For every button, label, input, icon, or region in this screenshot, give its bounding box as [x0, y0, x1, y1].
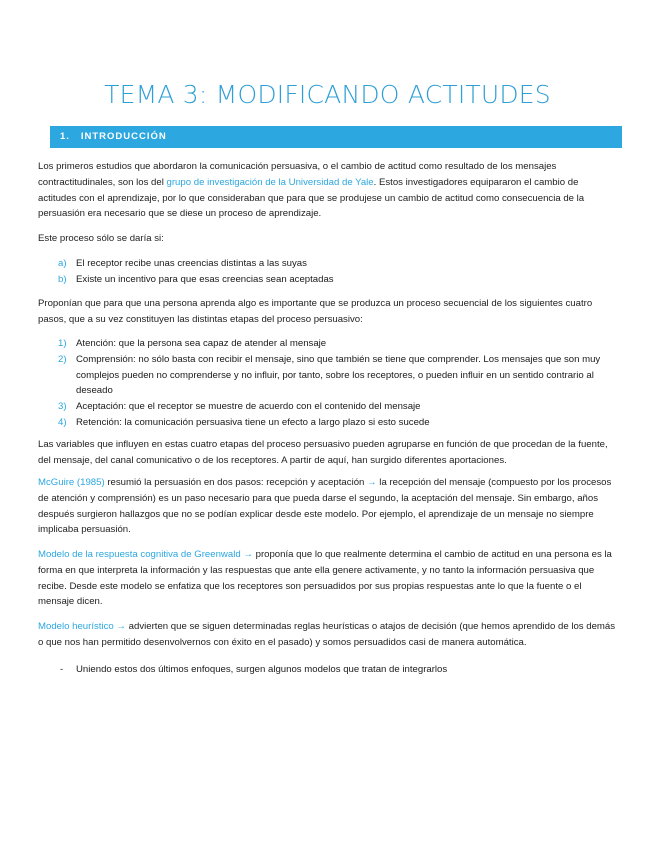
list-marker: 2): [58, 353, 67, 365]
arrow-icon: →: [116, 621, 126, 632]
list-item-text: Uniendo estos dos últimos enfoques, surgen algunos modelos que tratan de integrarlos: [76, 664, 448, 675]
paragraph-condition-intro: Este proceso sólo se daría si:: [38, 233, 164, 244]
paragraph-variables: Las variables que influyen en estas cuatro etapas del proceso persuasivo pueden agruparse en función de que procedan de la fuente, del mensaje, del canal comunicativo o de los receptores. A partir de aquí, han surgido diferentes aportaciones.: [38, 439, 608, 466]
paragraph-steps-intro: Proponían que para que una persona aprenda algo es importante que se produzca un proceso secuencial de los siguientes cuatro pasos, que a su vez constituyen las distintas etapas del proceso persuasivo:: [38, 298, 593, 325]
paragraph-intro: [38, 159, 616, 222]
list-item: [38, 415, 616, 431]
list-item-text: Comprensión: no sólo basta con recibir el mensaje, sino que también se tiene que comprender. Los mensajes que son muy complejos pueden no comprenderse y no influir, por tanto, sobre los receptores, o pueden influir en un sentido contrario al deseado: [76, 353, 601, 397]
list-item: [38, 352, 616, 399]
conditions-list: [38, 256, 616, 288]
list-marker: b): [58, 273, 67, 285]
list-item: [38, 256, 616, 272]
list-item: [38, 662, 616, 678]
arrow-icon: →: [243, 549, 253, 560]
list-marker: a): [58, 258, 67, 269]
section-number: 1.: [60, 131, 70, 142]
list-marker: -: [60, 664, 64, 675]
greenwald-model-link[interactable]: Modelo de la respuesta cognitiva de Greenwald: [38, 549, 241, 560]
page-title: TEMA 3: MODIFICANDO ACTITUDES: [104, 80, 551, 109]
list-marker: 4): [58, 416, 67, 428]
paragraph-heuristic: [38, 619, 616, 651]
list-item: [38, 336, 616, 352]
paragraph-greenwald: [38, 547, 616, 610]
paragraph-text: Los primeros estudios que abordaron la comunicación persuasiva, o el cambio de actitud como resultado de los mensajes contractitudinales, son los del: [38, 161, 557, 188]
steps-list: [38, 336, 616, 431]
list-item-text: Retención: la comunicación persuasiva tiene un efecto a largo plazo si esto sucede: [76, 416, 430, 428]
paragraph-mcguire: [38, 475, 616, 538]
list-item-text: Atención: que la persona sea capaz de atender al mensaje: [76, 338, 327, 349]
list-item-text: Existe un incentivo para que esas creencias sean aceptadas: [76, 273, 334, 285]
paragraph-text: advierten que se siguen determinadas reglas heurísticas o atajos de decisión (que hemos aprendido de los demás o que nos han permitido desenvolvernos con éxito en el pasado) y somos persuadidos casi de manera automática.: [38, 621, 616, 648]
list-marker: 3): [58, 401, 67, 413]
bullet-list: [38, 662, 616, 678]
section-label: INTRODUCCIÓN: [80, 131, 167, 142]
paragraph-text: resumió la persuasión en dos pasos: recepción y aceptación: [104, 477, 368, 488]
list-item-text: Aceptación: que el receptor se muestre de acuerdo con el contenido del mensaje: [76, 401, 421, 413]
list-item-text: El receptor recibe unas creencias distintas a las suyas: [76, 258, 307, 269]
mcguire-link[interactable]: McGuire (1985): [38, 477, 105, 488]
list-item: [38, 272, 616, 288]
arrow-icon: →: [367, 477, 377, 488]
paragraph-text: proponía que lo que realmente determina el cambio de actitud en una persona es la forma en que interpreta la información y las respuestas que ante ella genere activamente, y no tanto la información persuasiva que recibe. Desde este modelo se enfatiza que los receptores son persuadidos por sus propias respuestas ante lo que la fuente o el mensaje dicen.: [38, 549, 612, 608]
heuristic-model-link[interactable]: Modelo heurístico: [38, 621, 114, 632]
paragraph-text: la recepción del mensaje (compuesto por los procesos de atención y comprensión) es un paso necesario para que pueda darse el segundo, la aceptación del mensaje. Sin embargo, años después surgieron hallazgos que no se podían explicar desde este modelo. Por ejemplo, el aprendizaje de un mensaje no siempre implicaba persuasión.: [38, 477, 612, 536]
list-item: [38, 399, 616, 415]
list-marker: 1): [58, 338, 67, 349]
yale-group-link[interactable]: grupo de investigación de la Universidad de Yale: [166, 176, 374, 188]
paragraph-text: . Estos investigadores equipararon el cambio de actitudes con el aprendizaje, por lo que consideraban que para que se produjese un cambio de actitud como consecuencia de la persuasión era necesario que se diese un proceso de aprendizaje.: [38, 176, 585, 220]
section-header: [50, 126, 622, 148]
